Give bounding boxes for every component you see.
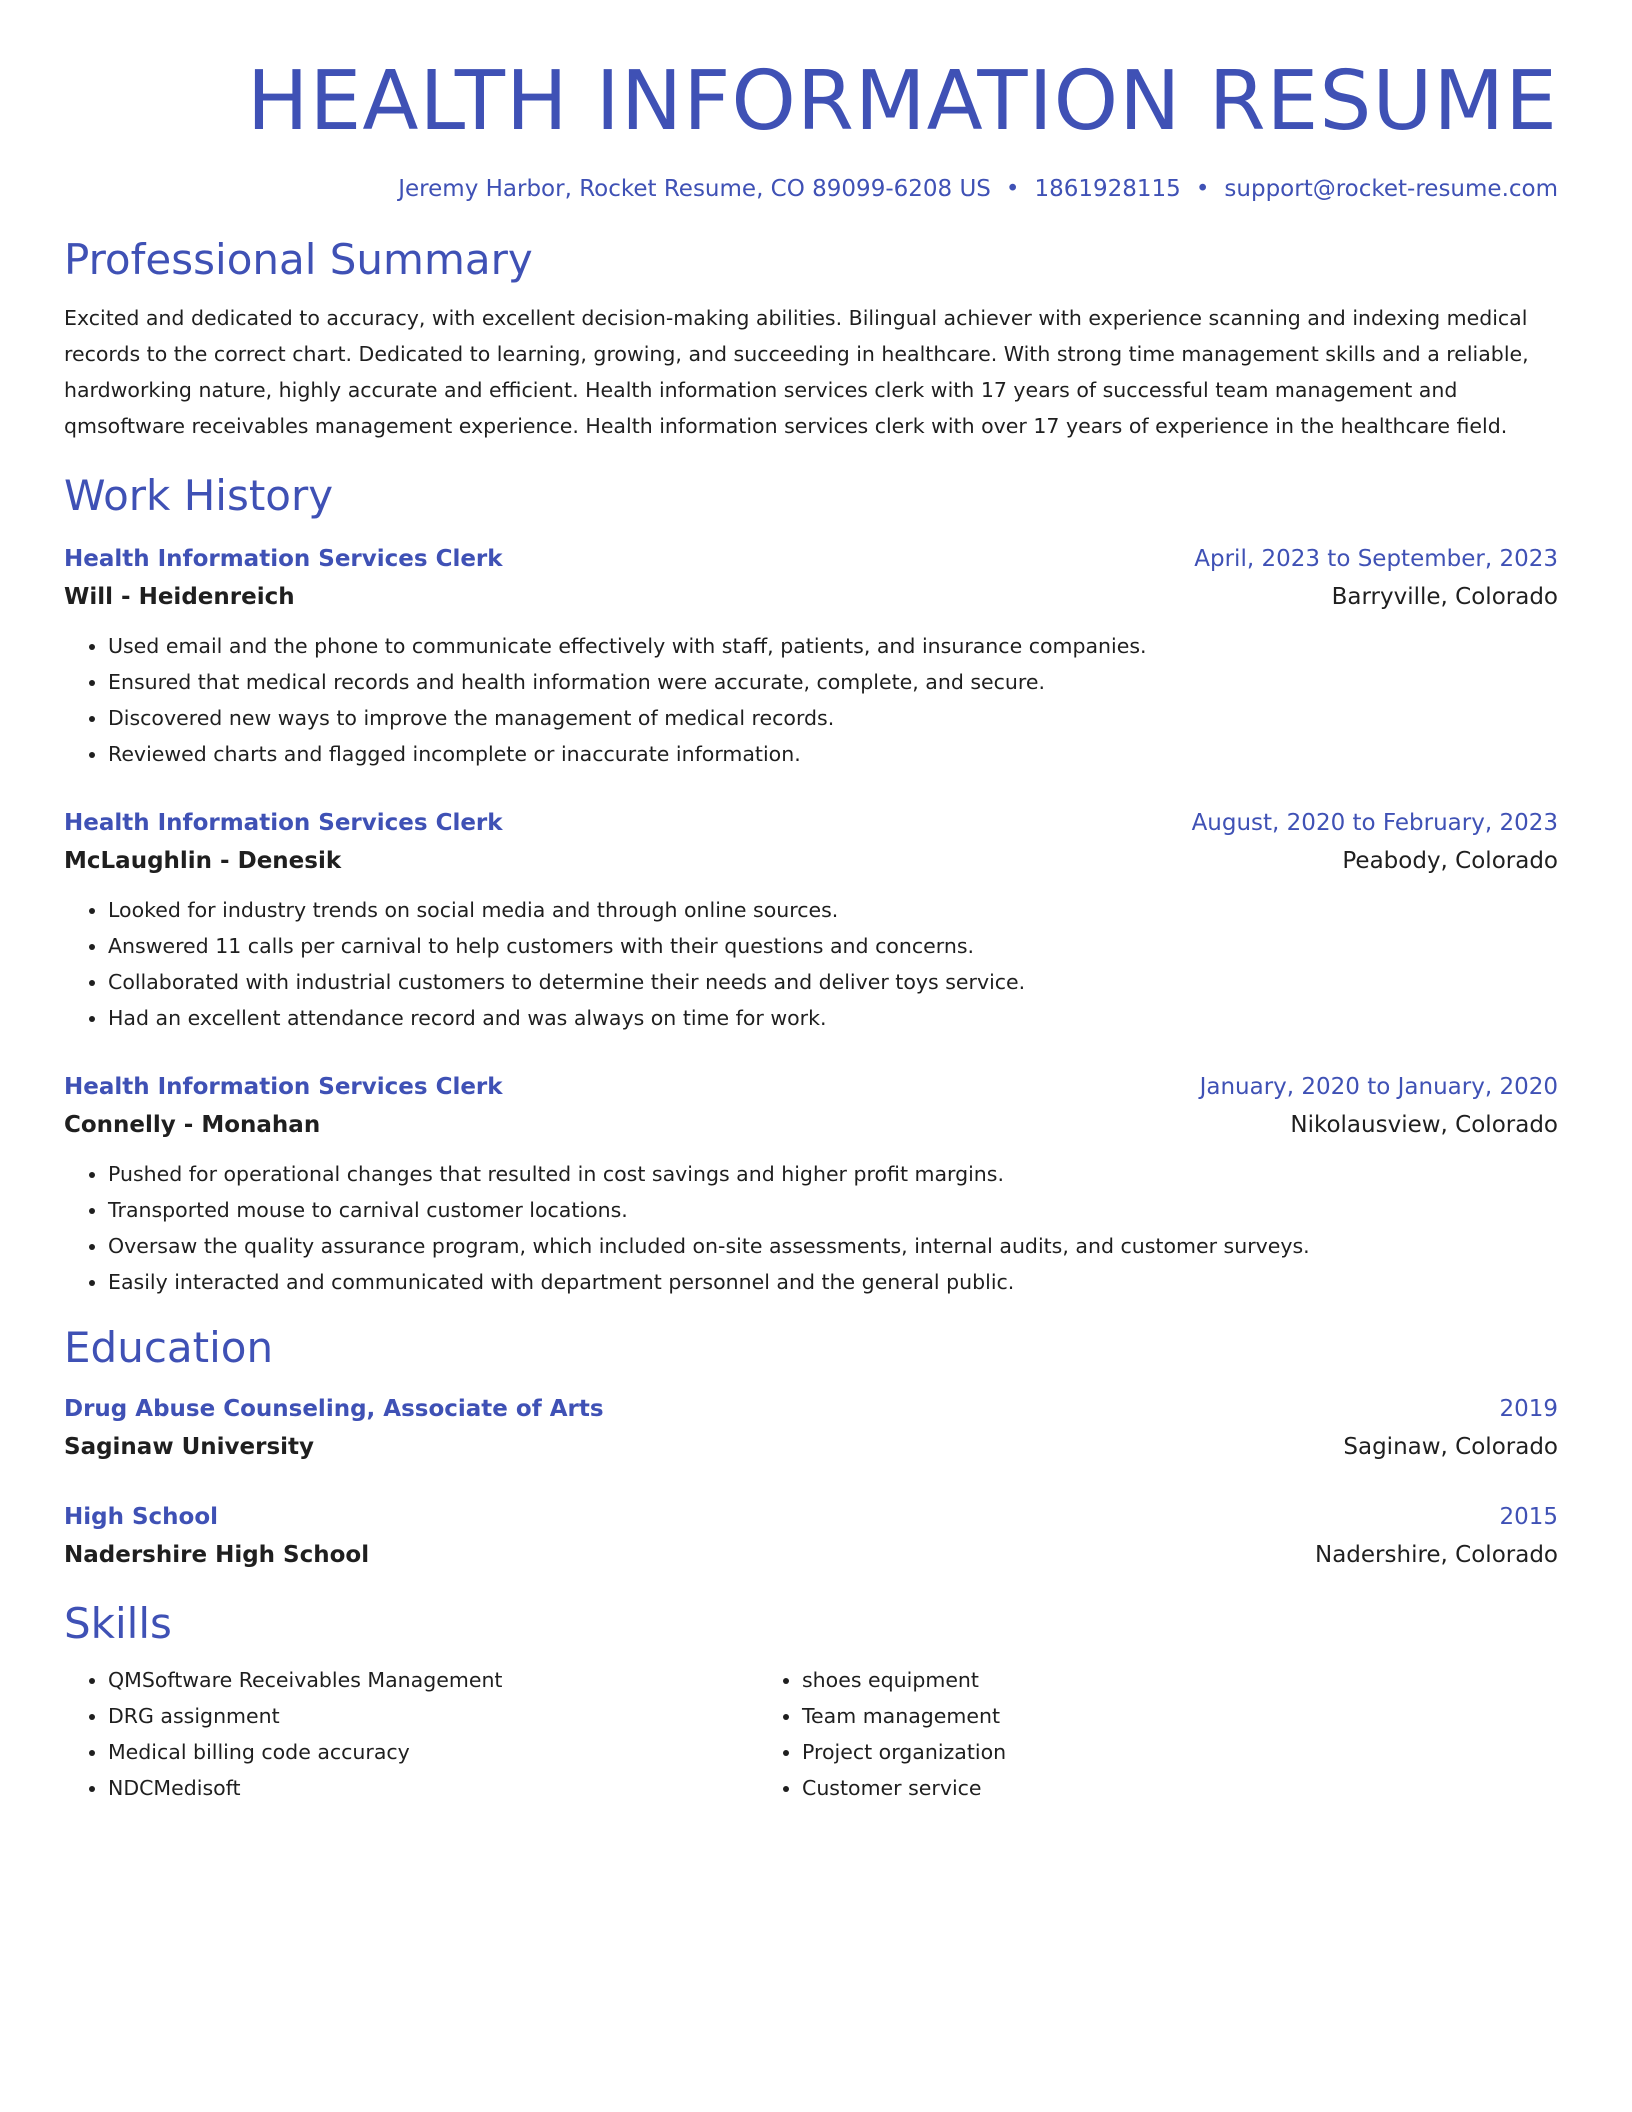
skills-list-left xyxy=(64,1662,758,1806)
job-company-row xyxy=(64,842,1558,880)
job-bullet: • Oversaw the quality assurance program, which included on-site assessments, internal audits, and customer surveys. xyxy=(108,1228,1558,1264)
education-location: Nadershire, Colorado xyxy=(1315,1542,1558,1568)
job-bullet: • Answered 11 calls per carnival to help customers with their questions and concerns. xyxy=(108,928,1558,964)
job-location: Nikolausview, Colorado xyxy=(1290,1112,1558,1138)
job-role: Health Information Services Clerk xyxy=(64,546,503,572)
skill-item: • QMSoftware Receivables Management xyxy=(108,1662,758,1698)
section-heading-education: Education xyxy=(64,1323,274,1372)
skill-item: • Medical billing code accuracy xyxy=(108,1734,758,1770)
education-school: Saginaw University xyxy=(64,1434,315,1460)
education-degree: High School xyxy=(64,1504,219,1530)
job-bullet: • Looked for industry trends on social media and through online sources. xyxy=(108,892,1558,928)
job-company: McLaughlin - Denesik xyxy=(64,848,342,874)
job-dates: January, 2020 to January, 2020 xyxy=(1199,1074,1558,1100)
job-location: Barryville, Colorado xyxy=(1331,584,1558,610)
resume-title: HEALTH INFORMATION RESUME xyxy=(246,54,1558,149)
summary-text: Excited and dedicated to accuracy, with excellent decision-making abilities. Bilingual achiever with experience scanning and indexing medical records to the correct chart. Dedicated to learning, growing, and succeeding in healthcare. With strong time management skills and a reliable, hardworking nature, highly accurate and efficient. Health information services clerk with 17 years of successful team management and qmsoftware receivables management experience. Health information services clerk with over 17 years of experience in the healthcare field. xyxy=(64,306,1529,438)
job-bullet: • Pushed for operational changes that resulted in cost savings and higher profit margins. xyxy=(108,1156,1558,1192)
job-bullet: • Reviewed charts and flagged incomplete or inaccurate information. xyxy=(108,736,1558,772)
job-entry xyxy=(64,540,1558,772)
job-dates: April, 2023 to September, 2023 xyxy=(1194,546,1558,572)
skill-item: • NDCMedisoft xyxy=(108,1770,758,1806)
section-heading-work-history: Work History xyxy=(64,471,334,520)
contact-line xyxy=(64,174,1558,204)
skills-columns xyxy=(64,1662,1558,1806)
education-header-row xyxy=(64,1498,1558,1536)
education-entry xyxy=(64,1498,1558,1574)
job-bullet: • Had an excellent attendance record and was always on time for work. xyxy=(108,1000,1558,1036)
skills-list-right xyxy=(758,1662,1558,1806)
job-bullets xyxy=(64,892,1558,1036)
job-company-row xyxy=(64,578,1558,616)
job-dates: August, 2020 to February, 2023 xyxy=(1191,810,1558,836)
skill-item: • Customer service xyxy=(802,1770,1558,1806)
section-heading-summary: Professional Summary xyxy=(64,235,533,284)
education-degree: Drug Abuse Counseling, Associate of Arts xyxy=(64,1396,604,1422)
job-bullet: • Discovered new ways to improve the management of medical records. xyxy=(108,700,1558,736)
skill-item: • Team management xyxy=(802,1698,1558,1734)
job-company: Will - Heidenreich xyxy=(64,584,295,610)
job-bullet: • Collaborated with industrial customers to determine their needs and deliver toys service. xyxy=(108,964,1558,1000)
contact-address: Jeremy Harbor, Rocket Resume, CO 89099-6208 US xyxy=(398,176,991,202)
job-company: Connelly - Monahan xyxy=(64,1112,321,1138)
education-entry xyxy=(64,1390,1558,1466)
job-bullet: • Used email and the phone to communicate effectively with staff, patients, and insurance companies. xyxy=(108,628,1558,664)
job-bullet: • Easily interacted and communicated with department personnel and the general public. xyxy=(108,1264,1558,1300)
education-year: 2015 xyxy=(1499,1504,1558,1530)
job-header-row xyxy=(64,804,1558,842)
job-entry xyxy=(64,804,1558,1036)
section-heading-skills: Skills xyxy=(64,1599,172,1648)
contact-email[interactable]: support@rocket-resume.com xyxy=(1224,176,1558,202)
education-school-row xyxy=(64,1536,1558,1574)
education-location: Saginaw, Colorado xyxy=(1343,1434,1558,1460)
contact-separator: • xyxy=(1195,176,1210,202)
contact-phone: 1861928115 xyxy=(1034,176,1181,202)
job-bullets xyxy=(64,628,1558,772)
education-header-row xyxy=(64,1390,1558,1428)
job-header-row xyxy=(64,540,1558,578)
skill-item: • Project organization xyxy=(802,1734,1558,1770)
job-header-row xyxy=(64,1068,1558,1106)
job-bullets xyxy=(64,1156,1558,1300)
job-company-row xyxy=(64,1106,1558,1144)
job-bullet: • Transported mouse to carnival customer locations. xyxy=(108,1192,1558,1228)
job-role: Health Information Services Clerk xyxy=(64,1074,503,1100)
education-school-row xyxy=(64,1428,1558,1466)
job-bullet: • Ensured that medical records and health information were accurate, complete, and secure. xyxy=(108,664,1558,700)
job-entry xyxy=(64,1068,1558,1300)
education-year: 2019 xyxy=(1499,1396,1558,1422)
skill-item: • DRG assignment xyxy=(108,1698,758,1734)
resume-header xyxy=(64,0,1558,204)
job-location: Peabody, Colorado xyxy=(1342,848,1558,874)
resume-page xyxy=(64,0,1558,1806)
job-role: Health Information Services Clerk xyxy=(64,810,503,836)
skill-item: • shoes equipment xyxy=(802,1662,1558,1698)
contact-separator: • xyxy=(1005,176,1020,202)
education-school: Nadershire High School xyxy=(64,1542,370,1568)
